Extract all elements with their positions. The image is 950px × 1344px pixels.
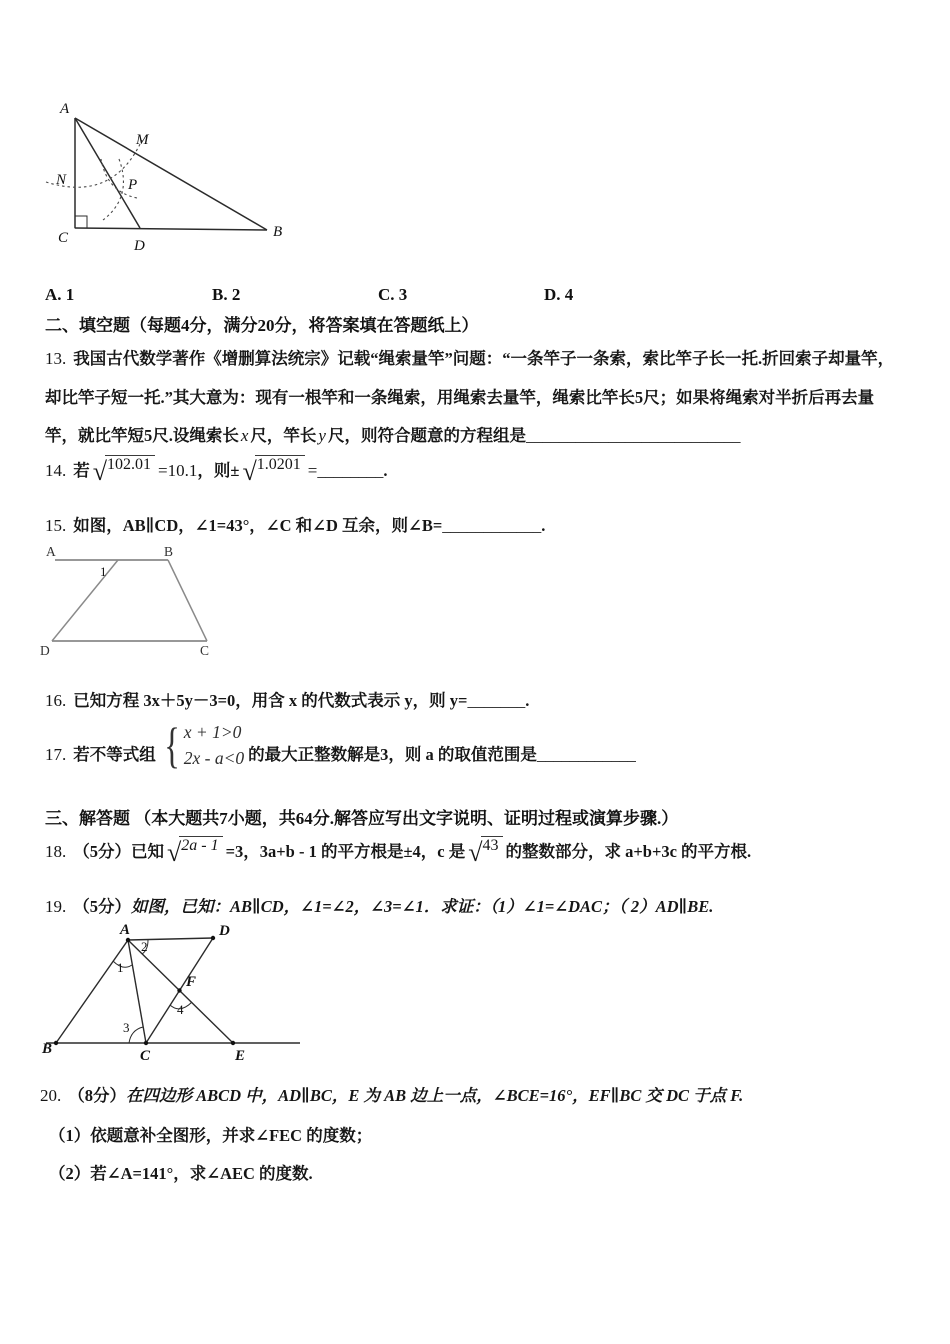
point-F (177, 988, 181, 992)
q14-end: . (383, 461, 388, 480)
fig19-label-C: C (140, 1048, 151, 1064)
question-20 (40, 1082, 743, 1106)
q16-end: . (525, 691, 530, 710)
question-19 (45, 893, 713, 917)
line-AD (75, 118, 140, 228)
q14-radical-1 (93, 455, 155, 485)
fig19-label-B: B (42, 1041, 53, 1057)
fig15-label-B: B (164, 544, 174, 559)
fig1-label-N: N (56, 172, 67, 188)
q15-end: . (541, 516, 546, 535)
fig19-angle-3: 3 (123, 1020, 130, 1035)
question-14 (45, 455, 387, 485)
q19-text: 如图，已知：AB∥CD，∠1=∠2，∠3=∠1．求证：（1）∠1=∠DAC；（ 2）AD∥BE. (131, 897, 714, 916)
q19-score: （5分） (73, 897, 131, 916)
q14-radical-2 (242, 455, 304, 485)
radical-sign-icon: √ (242, 457, 255, 486)
q17-pre: 若不等式组 (73, 745, 156, 764)
angle-3-arc (129, 1027, 143, 1043)
q18-score: （5分） (73, 842, 131, 861)
fig15-label-C: C (200, 643, 210, 658)
q13-var-x: x (240, 426, 249, 445)
q13-answer-blank: __________________________ (525, 426, 741, 445)
q14-number: 14. (45, 461, 67, 480)
fig1-label-P: P (128, 177, 138, 193)
fig15-angle-1: 1 (100, 564, 107, 579)
fig15-label-D: D (40, 643, 50, 658)
q17-number: 17. (45, 745, 67, 764)
fig19-angle-4: 4 (177, 1002, 184, 1017)
radical-sign-icon: √ (92, 457, 106, 486)
q17-system-line2: 2x - a<0 (183, 747, 245, 768)
fig19-label-D: D (219, 923, 230, 939)
q16-text: 已知方程 3x＋5y－3=0，用含 x 的代数式表示 y，则 y= (73, 691, 468, 710)
line-BC (168, 560, 207, 641)
q18-pre: 已知 (131, 842, 164, 861)
fig15-label-A: A (46, 544, 56, 559)
question-18 (45, 836, 751, 866)
compass-arc-from-N (103, 159, 123, 220)
q13-number: 13. (45, 349, 67, 368)
option-b: B. 2 (212, 285, 241, 304)
line-to-D (52, 560, 118, 641)
point-D (211, 936, 215, 940)
q13-text3b: 尺，竿长 (250, 426, 317, 445)
q14-answer-blank: ________ (317, 461, 384, 480)
q19-number: 19. (45, 897, 67, 916)
q18-post: 的整数部分，求 a+b+3c 的平方根. (505, 842, 752, 861)
q18-radical-2 (468, 836, 502, 866)
q20-text: 在四边形 ABCD 中，AD∥BC，E 为 AB 边上一点，∠BCE=16°，EF∥BC 交 DC 于点 F. (126, 1086, 744, 1105)
section-fill-title: 二、填空题（每题4分，满分20分，将答案填在答题纸上） (45, 316, 479, 335)
q20-sub2-text: （2）若∠A=141°，求∠AEC 的度数. (49, 1164, 313, 1183)
q18-number: 18. (45, 842, 67, 861)
fig19-label-A: A (120, 922, 131, 938)
fig19-label-E: E (235, 1048, 246, 1064)
q17-answer-blank: ____________ (536, 745, 636, 764)
q14-eq1: =10.1 (158, 461, 198, 480)
question-13-line1 (45, 345, 894, 369)
q17-post: 的最大正整数解是3，则 a 的取值范围是 (248, 745, 537, 764)
fig1-label-C: C (58, 230, 69, 246)
question-13-line3 (45, 422, 740, 446)
q16-number: 16. (45, 691, 67, 710)
option-c: C. 3 (378, 285, 408, 304)
fig19-angle-1: 1 (117, 960, 124, 975)
line-CB (75, 228, 267, 230)
q20-score: （8分） (68, 1086, 126, 1105)
q20-number: 20. (40, 1086, 62, 1105)
q13-var-y: y (318, 426, 326, 445)
question-15 (45, 512, 545, 536)
q17-system-line1: x + 1>0 (183, 721, 242, 742)
q14-pre: 若 (73, 461, 90, 480)
right-angle-mark (75, 216, 87, 228)
point-B (54, 1041, 58, 1045)
question-16 (45, 687, 529, 711)
fig1-label-A: A (60, 101, 70, 117)
q13-text2: 却比竿子短一托.”其大意为：现有一根竿和一条绳索，用绳索去量竿，绳索比竿长5尺；如果将绳索对半折后再去量 (45, 388, 875, 407)
q16-answer-blank: _______ (467, 691, 526, 710)
q18-mid: =3，3a+b - 1 的平方根是±4，c 是 (225, 842, 466, 861)
q18-radical-1 (167, 836, 223, 866)
option-d: D. 4 (544, 285, 574, 304)
q13-text1: 我国古代数学著作《增删算法统宗》记载“绳索量竿”问题：“一条竿子一条索，索比竿子长一托.折回索子却量竿， (73, 349, 895, 368)
fig1-label-M: M (136, 132, 149, 148)
q17-inequality-system (160, 717, 245, 773)
q15-number: 15. (45, 516, 67, 535)
radical-sign-icon: √ (167, 838, 180, 867)
q13-text3a: 竿，就比竿短5尺.设绳索长 (45, 426, 239, 445)
q20-sub1-text: （1）依题意补全图形，并求∠FEC 的度数； (49, 1126, 373, 1145)
option-a: A. 1 (45, 285, 75, 304)
figure-q15-trapezoid (38, 542, 248, 667)
fig19-label-F: F (186, 974, 197, 990)
fig19-angle-2: 2 (141, 939, 148, 954)
q18-radicand-1: 2a - 1 (179, 836, 222, 855)
line-BA (56, 940, 128, 1043)
radical-sign-icon: √ (468, 838, 481, 867)
point-E (231, 1041, 235, 1045)
system-brace: { (163, 717, 180, 773)
question-20-sub1 (49, 1122, 372, 1146)
question-20-sub2 (49, 1160, 313, 1184)
point-C (144, 1041, 148, 1045)
figure-angle-bisector-construction (38, 95, 348, 265)
q14-radicand-1: 102.01 (105, 455, 155, 474)
q13-text3c: 尺，则符合题意的方程组是 (327, 426, 526, 445)
question-13-line2 (45, 384, 874, 408)
q14-eq2: = (307, 461, 318, 480)
figure-q19-parallel-lines (38, 922, 318, 1072)
section-solve-title: 三、解答题 （本大题共7小题，共64分.解答应写出文字说明、证明过程或演算步骤.） (45, 809, 679, 828)
fig1-label-D: D (134, 238, 145, 254)
q18-radicand-2: 43 (481, 836, 503, 855)
fig1-label-B: B (273, 224, 283, 240)
q15-answer-blank: ____________ (442, 516, 542, 535)
line-AB (75, 118, 267, 230)
q14-radicand-2: 1.0201 (255, 455, 305, 474)
point-A (126, 938, 130, 942)
q15-text: 如图，AB∥CD，∠1=43°，∠C 和∠D 互余，则∠B= (73, 516, 443, 535)
q14-mid: ，则± (197, 461, 240, 480)
question-17 (45, 717, 636, 773)
